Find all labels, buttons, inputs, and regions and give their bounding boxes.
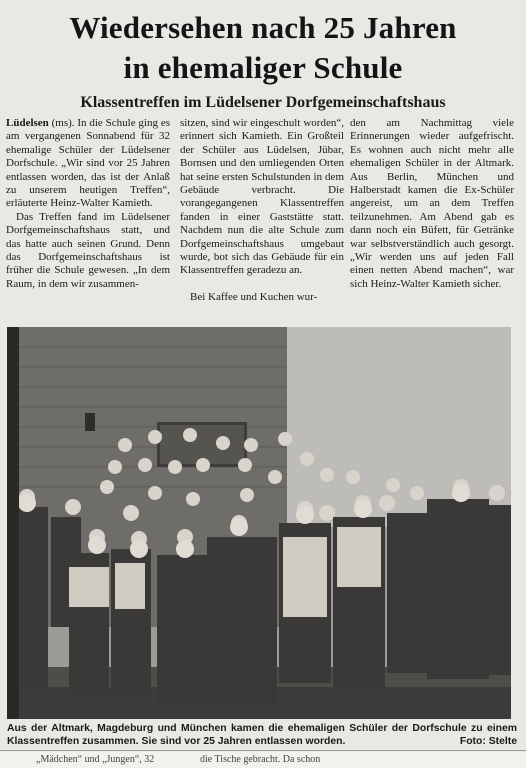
paragraph [6, 117, 170, 211]
paragraph-text: (ms). In die Schule ging es am vergangenen Sonnabend für 32 ehemalige Schüler der Lüdelsener Dorfschule. „Wir sind vor 25 Jahren entlassen worden, das ist der Anlaß zu unserem heutigen Treffen“, erläuterte Heinz-Walter Kamieth. [6, 117, 170, 210]
paragraph: sitzen, sind wir eingeschult worden“, erinnert sich Kamieth. Ein Großteil der Schüler aus Lüdelsen, Jübar, Bornsen und den umliegenden Orten hat seine ersten Schulstunden in dem Gebäude verbracht. Die vorangegangenen Klassentreffen fanden in einer Gaststätte statt. Nachdem nun die alte Schule zum Dorfgemeinschaftshaus umgebaut wurde, bot sich das Gebäude für ein Klassentreffen geradezu an. [180, 117, 344, 277]
headline-line-1: Wiedersehen nach 25 Jahren [69, 10, 457, 45]
article-column-2 [180, 117, 344, 304]
article-column-1 [6, 117, 170, 291]
group-photo-illustration [7, 327, 511, 719]
torn-text-middle: die Tische gebracht. Da schon [200, 754, 321, 765]
paragraph: den am Nachmittag viele Erinnerungen wieder aufgefrischt. Es wohnen auch nicht mehr alle ehemaligen Schüler in der Altmark. Aus Berlin, München und Halberstadt kamen die Ex-Schüler angereist, um an dem Treffen teilzunehmen. Am Abend gab es dann noch ein Büfett, für Getränke war selbstverständlich auch gesorgt. „Wir werden uns auf jeden Fall einen netten Abend machen“, war sich Heinz-Walter Kamieth sicher. [350, 117, 514, 290]
headline [0, 8, 526, 88]
caption-text: Aus der Altmark, Magdeburg und München kamen die ehemaligen Schüler der Dorfschule zu einem Klassentreffen zusammen. Sie sind vor 25 Jahren entlassen worden. [7, 723, 517, 747]
article-column-3 [350, 117, 514, 291]
paragraph: Das Treffen fand im Lüdelsener Dorfgemeinschaftshaus statt, und das hatte auch seinen Grund. Denn das Dorfgemeinschaftshaus ist früher die Schule gewesen. „In dem Raum, in dem wir zusammen- [6, 210, 170, 290]
paragraph: Bei Kaffee und Kuchen wur- [190, 290, 318, 303]
divider [0, 750, 526, 751]
headline-line-2: in ehemaliger Schule [123, 50, 403, 85]
photo-caption [7, 722, 517, 748]
torn-text-left: „Mädchen“ und „Jungen“, 32 [36, 754, 155, 765]
group-photo [7, 327, 511, 719]
photo-credit: Foto: Stelte [459, 736, 517, 747]
torn-edge-text [0, 752, 526, 768]
subheadline: Klassentreffen im Lüdelsener Dorfgemeinschaftshaus [80, 94, 446, 111]
dateline: Lüdelsen [6, 117, 49, 129]
